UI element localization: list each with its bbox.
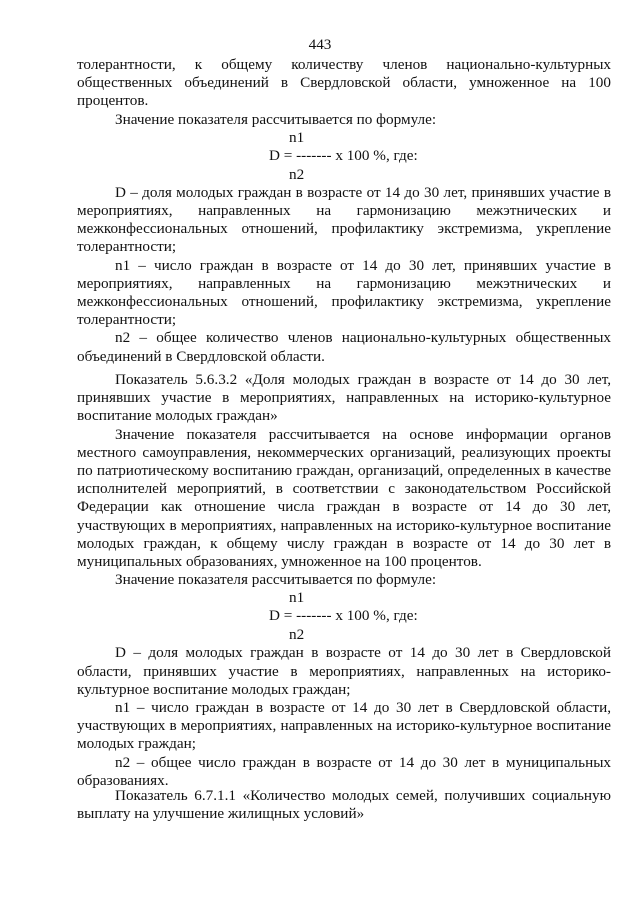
- section-1-formula-intro: Значение показателя рассчитывается по формуле:: [115, 110, 437, 128]
- section-1-formula: [77, 129, 611, 184]
- formula-numerator: n1: [289, 589, 305, 607]
- section-2-d-definition: D – доля молодых граждан в возрасте от 14 до 30 лет в Свердловской области, принявших участие в мероприятиях, направленных на историко-культурное воспитание молодых граждан;: [77, 644, 611, 698]
- section-1-n1-definition: n1 – число граждан в возрасте от 14 до 30 лет, принявших участие в мероприятиях, направленных на гармонизацию межэтнических и межконфессиональных отношений, профилактику экстремизма, укрепление толерантности;: [77, 256, 611, 329]
- section-2-n2-definition: n2 – общее число граждан в возрасте от 14 до 30 лет в муниципальных образованиях.: [77, 753, 611, 789]
- section-2-heading: Показатель 5.6.3.2 «Доля молодых граждан в возрасте от 14 до 30 лет, принявших участие в мероприятиях, направленных на историко-культурное воспитание молодых граждан»: [77, 371, 611, 425]
- section-1: [77, 56, 611, 366]
- formula-expression: D = ------- х 100 %, где:: [269, 607, 418, 625]
- section-1-n2-definition: n2 – общее количество членов национально-культурных общественных объединений в Свердловской области.: [77, 329, 611, 365]
- section-1-intro: толерантности, к общему количеству членов национально-культурных общественных объединений в Свердловской области, умноженное на 100 процентов.: [77, 56, 611, 110]
- section-1-d-definition: D – доля молодых граждан в возрасте от 14 до 30 лет, принявших участие в мероприятиях, направленных на гармонизацию межэтнических и межконфессиональных отношений, профилактику экстремизма, укрепление толерантности;: [77, 183, 611, 256]
- section-3: [77, 787, 611, 823]
- section-3-heading: Показатель 6.7.1.1 «Количество молодых семей, получивших социальную выплату на улучшение жилищных условий»: [77, 787, 611, 823]
- section-2-description: Значение показателя рассчитывается на основе информации органов местного самоуправления, некоммерческих организаций, реализующих проекты по патриотическому воспитанию граждан, организаций, определенных в качестве исполнителей мероприятий, в соответствии с законодательством Российской Федерации как отношение числа граждан в возрасте от 14 до 30 лет, участвующих в мероприятиях, направленных на историко-культурное воспитание молодых граждан, к общему числу граждан в возрасте от 14 до 30 лет в муниципальных образованиях, умноженное на 100 процентов.: [77, 425, 611, 571]
- formula-numerator: n1: [289, 128, 305, 146]
- formula-expression: D = ------- х 100 %, где:: [269, 146, 418, 164]
- section-2: [77, 371, 611, 790]
- page-number: 443: [308, 36, 332, 53]
- section-2-formula-intro: Значение показателя рассчитывается по формуле:: [115, 571, 437, 589]
- section-2-formula: [77, 589, 611, 644]
- section-2-n1-definition: n1 – число граждан в возрасте от 14 до 30 лет в Свердловской области, участвующих в мероприятиях, направленных на историко-культурное воспитание молодых граждан;: [77, 699, 611, 753]
- formula-denominator: n2: [289, 626, 305, 644]
- formula-denominator: n2: [289, 165, 305, 183]
